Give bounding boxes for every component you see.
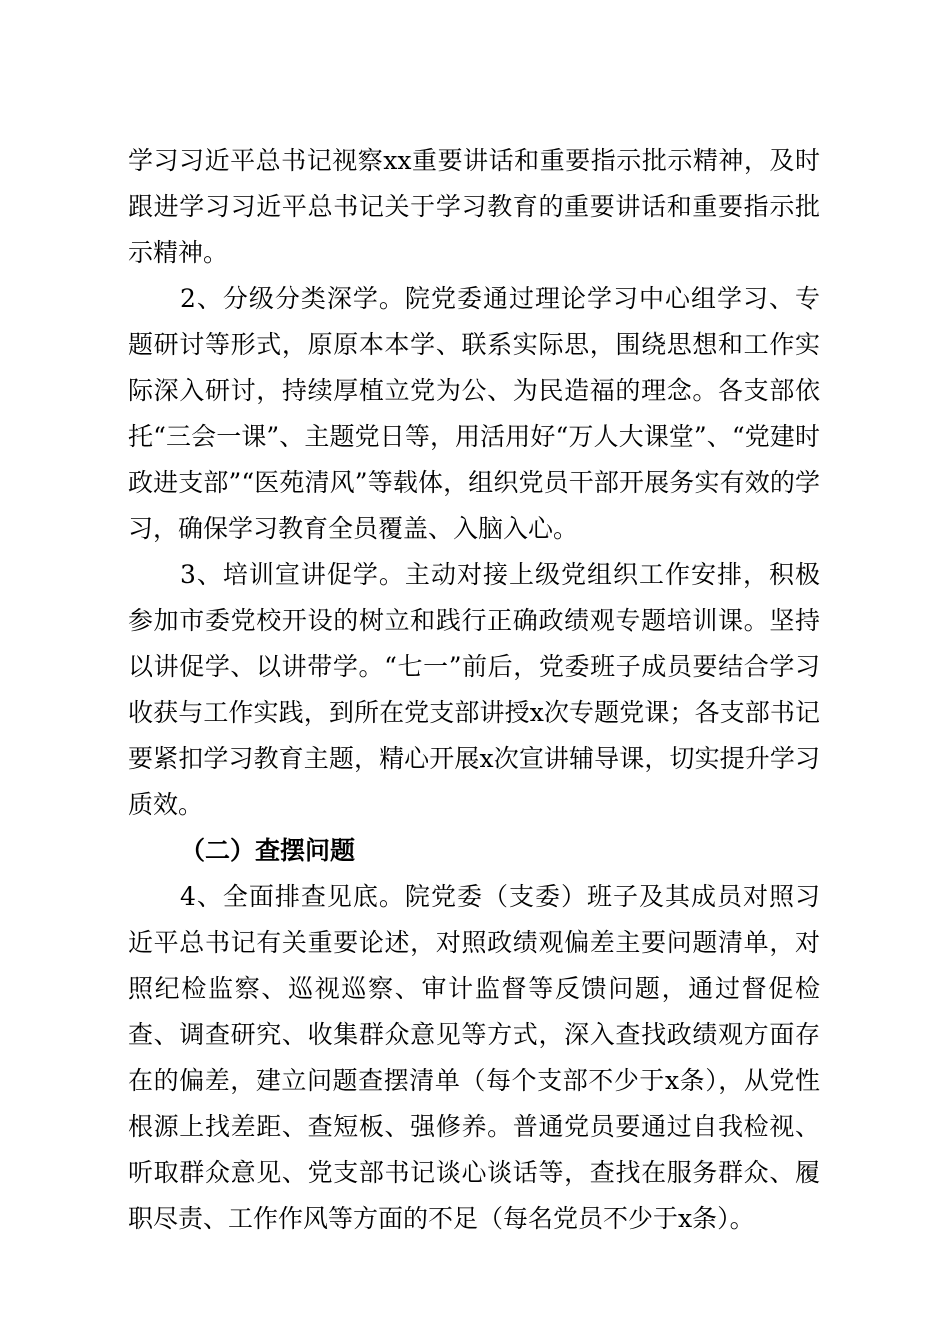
section-heading: （二）查摆问题: [180, 836, 356, 865]
paragraph-continued: 学习习近平总书记视察xx重要讲话和重要指示批示精神，及时跟进学习习近平总书记关于学习教育的重要讲话和重要指示批示精神。: [128, 146, 820, 267]
paragraph-item-2: 2、分级分类深学。院党委通过理论学习中心组学习、专题研讨等形式，原原本本学、联系实际思，围绕思想和工作实际深入研讨，持续厚植立党为公、为民造福的理念。各支部依托“三会一课”、主题党日等，用活用好“万人大课堂”、“党建时政进支部”“医苑清风”等载体，组织党员干部开展务实有效的学习，确保学习教育全员覆盖、入脑入心。: [128, 284, 820, 543]
document-body: [128, 138, 820, 1242]
paragraph-item-4: 4、全面排查见底。院党委（支委）班子及其成员对照习近平总书记有关重要论述，对照政绩观偏差主要问题清单，对照纪检监察、巡视巡察、审计监督等反馈问题，通过督促检查、调查研究、收集群众意见等方式，深入查找政绩观方面存在的偏差，建立问题查摆清单（每个支部不少于x条），从党性根源上找差距、查短板、强修养。普通党员要通过自我检视、听取群众意见、党支部书记谈心谈话等，查找在服务群众、履职尽责、工作作风等方面的不足（每名党员不少于x条）。: [128, 882, 820, 1233]
paragraph-item-3: 3、培训宣讲促学。主动对接上级党组织工作安排，积极参加市委党校开设的树立和践行正确政绩观专题培训课。坚持以讲促学、以讲带学。“七一”前后，党委班子成员要结合学习收获与工作实践，到所在党支部讲授x次专题党课；各支部书记要紧扣学习教育主题，精心开展x次宣讲辅导课，切实提升学习质效。: [128, 560, 820, 819]
